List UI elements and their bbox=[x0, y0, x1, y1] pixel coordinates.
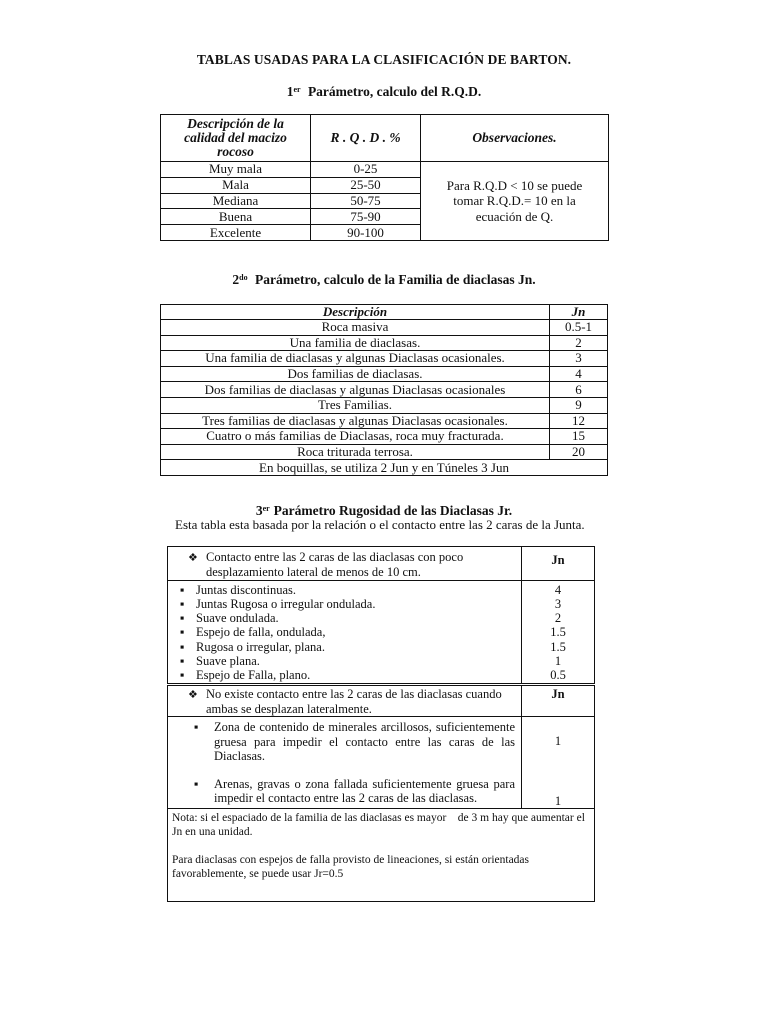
list-item bbox=[174, 668, 521, 682]
rqd-header-rqd: R . Q . D . % bbox=[311, 115, 421, 162]
jr-note-cell bbox=[168, 808, 595, 901]
rqd-header-description: Descripción de la calidad del macizo rocoso bbox=[161, 115, 311, 162]
list-item bbox=[174, 720, 521, 763]
list-item-value: 1 bbox=[554, 654, 562, 669]
square-bullet-icon: ▪ bbox=[180, 582, 185, 597]
table-row bbox=[161, 397, 608, 413]
rqd-desc-cell: Muy mala bbox=[161, 162, 311, 178]
table-row bbox=[161, 366, 608, 382]
list-item bbox=[174, 640, 521, 654]
list-item-value: 1 bbox=[554, 734, 562, 749]
jr-group-1-jn-label: Jn bbox=[522, 547, 595, 581]
jn-table bbox=[160, 304, 608, 476]
jn-desc-cell: Tres Familias. bbox=[161, 397, 550, 413]
rqd-table bbox=[160, 114, 609, 241]
jn-header-description: Descripción bbox=[161, 305, 550, 320]
rqd-observation-cell: Para R.Q.D < 10 se puede tomar R.Q.D.= 10 en la ecuación de Q. bbox=[421, 162, 609, 241]
square-bullet-icon: ▪ bbox=[180, 668, 185, 683]
jr-group-2-header-text: No existe contacto entre las 2 caras de las diaclasas cuando ambas se desplazan lateralmente. bbox=[206, 686, 502, 716]
jn-value-cell: 9 bbox=[550, 397, 608, 413]
section-2-heading-text: Parámetro, calculo de la Familia de diaclasas Jn. bbox=[254, 272, 536, 287]
list-item-value: 1.5 bbox=[550, 625, 566, 640]
jr-group-1-header-row bbox=[168, 547, 595, 581]
table-row bbox=[161, 351, 608, 367]
list-item-label: Arenas, gravas o zona fallada suficientemente gruesa para impedir el contacto entre las 2 caras de las diaclasas. bbox=[214, 777, 515, 806]
table-row bbox=[161, 429, 608, 445]
list-item bbox=[174, 654, 521, 668]
jn-value-cell: 2 bbox=[550, 335, 608, 351]
rqd-value-cell: 25-50 bbox=[311, 177, 421, 193]
jn-value-cell: 12 bbox=[550, 413, 608, 429]
section-1-heading-text: Parámetro, calculo del R.Q.D. bbox=[307, 84, 482, 99]
jr-group-2-items-row bbox=[168, 717, 595, 809]
jn-value-cell: 6 bbox=[550, 382, 608, 398]
list-item-label: Zona de contenido de minerales arcillosos, suficientemente gruesa para impedir el contacto entre las caras de las Diaclasas. bbox=[214, 720, 515, 763]
list-item-value: 0.5 bbox=[550, 668, 566, 683]
list-item-label: Suave plana. bbox=[196, 654, 260, 669]
rqd-value-cell: 50-75 bbox=[311, 193, 421, 209]
jn-value-cell: 20 bbox=[550, 444, 608, 460]
jr-table bbox=[167, 546, 595, 902]
rqd-desc-cell: Mala bbox=[161, 177, 311, 193]
section-3-heading-text: Parámetro Rugosidad de las Diaclasas Jr. bbox=[273, 503, 513, 518]
square-bullet-icon: ▪ bbox=[194, 720, 199, 735]
jn-desc-cell: Dos familias de diaclasas y algunas Diaclasas ocasionales bbox=[161, 382, 550, 398]
jr-group-1-header-text: Contacto entre las 2 caras de las diaclasas con poco desplazamiento lateral de menos de 10 cm. bbox=[206, 550, 464, 580]
table-row bbox=[161, 335, 608, 351]
rqd-table-header-row bbox=[161, 115, 609, 162]
list-item bbox=[174, 597, 521, 611]
section-1-heading bbox=[0, 84, 768, 100]
jn-desc-cell: Tres familias de diaclasas y algunas Diaclasas ocasionales. bbox=[161, 413, 550, 429]
section-2-heading bbox=[0, 272, 768, 288]
table-row bbox=[161, 162, 609, 178]
section-2-ordinal-sup: do bbox=[239, 273, 248, 282]
list-item-label: Juntas Rugosa o irregular ondulada. bbox=[196, 596, 376, 611]
square-bullet-icon: ▪ bbox=[180, 596, 185, 611]
jn-desc-cell: Roca masiva bbox=[161, 320, 550, 336]
list-item-label: Rugosa o irregular, plana. bbox=[196, 639, 325, 654]
list-item-value: 3 bbox=[554, 596, 562, 611]
rqd-value-cell: 75-90 bbox=[311, 209, 421, 225]
rqd-desc-cell: Buena bbox=[161, 209, 311, 225]
jn-desc-cell: Una familia de diaclasas. bbox=[161, 335, 550, 351]
jn-desc-cell: Roca triturada terrosa. bbox=[161, 444, 550, 460]
page-title: TABLAS USADAS PARA LA CLASIFICACIÓN DE BARTON. bbox=[196, 52, 572, 67]
list-item bbox=[174, 583, 521, 597]
section-2-ordinal: 2 bbox=[232, 272, 240, 287]
list-item-value: 1 bbox=[554, 793, 562, 808]
list-item bbox=[174, 611, 521, 625]
list-item-label: Juntas discontinuas. bbox=[196, 582, 296, 597]
table-row bbox=[161, 460, 608, 476]
jn-value-cell: 4 bbox=[550, 366, 608, 382]
list-item bbox=[174, 625, 521, 639]
jr-group-2-header bbox=[168, 684, 522, 717]
diamond-bullet-icon: ❖ bbox=[188, 688, 198, 701]
square-bullet-icon: ▪ bbox=[180, 639, 185, 654]
list-item bbox=[174, 777, 521, 806]
diamond-bullet-icon: ❖ bbox=[188, 552, 198, 564]
table-row bbox=[161, 320, 608, 336]
section-1-ordinal: 1 bbox=[286, 84, 294, 99]
jr-group-2-list bbox=[168, 717, 522, 809]
jr-group-1-values bbox=[522, 580, 595, 684]
rqd-desc-cell: Excelente bbox=[161, 225, 311, 241]
rqd-desc-cell: Mediana bbox=[161, 193, 311, 209]
section-3-intro: Esta tabla esta basada por la relación o el contacto entre las 2 caras de la Junta. bbox=[175, 517, 585, 532]
jn-value-cell: 0.5-1 bbox=[550, 320, 608, 336]
rqd-header-observations: Observaciones. bbox=[421, 115, 609, 162]
square-bullet-icon: ▪ bbox=[194, 777, 199, 792]
jr-note-2: Para diaclasas con espejos de falla provisto de lineaciones, si están orientadas favorablemente, se puede usar Jr=0.5 bbox=[172, 853, 530, 880]
jn-footer-cell: En boquillas, se utiliza 2 Jun y en Túneles 3 Jun bbox=[161, 460, 608, 476]
section-3-ordinal: 3 bbox=[255, 503, 263, 518]
jr-group-1-list bbox=[168, 580, 522, 684]
list-item-label: Espejo de Falla, plano. bbox=[196, 668, 311, 683]
jr-note-row bbox=[168, 808, 595, 901]
section-3-ordinal-sup: er bbox=[262, 504, 270, 513]
square-bullet-icon: ▪ bbox=[180, 625, 185, 640]
table-row bbox=[161, 382, 608, 398]
list-item-label: Suave ondulada. bbox=[196, 611, 279, 626]
jn-desc-cell: Cuatro o más familias de Diaclasas, roca muy fracturada. bbox=[161, 429, 550, 445]
square-bullet-icon: ▪ bbox=[180, 611, 185, 626]
jr-group-1-items-row bbox=[168, 580, 595, 684]
jn-value-cell: 3 bbox=[550, 351, 608, 367]
jn-table-header-row bbox=[161, 305, 608, 320]
list-item-value: 2 bbox=[554, 611, 562, 626]
jn-header-jn: Jn bbox=[550, 305, 608, 320]
jn-value-cell: 15 bbox=[550, 429, 608, 445]
jn-desc-cell: Dos familias de diaclasas. bbox=[161, 366, 550, 382]
list-item-value: 1.5 bbox=[550, 639, 566, 654]
jr-group-2-jn-label: Jn bbox=[522, 684, 595, 717]
jr-note-1: Nota: si el espaciado de la familia de las diaclasas es mayor de 3 m hay que aumentar el Jn en una unidad. bbox=[172, 811, 588, 838]
jn-desc-cell: Una familia de diaclasas y algunas Diaclasas ocasionales. bbox=[161, 351, 550, 367]
jr-group-2-header-row bbox=[168, 684, 595, 717]
table-row bbox=[161, 444, 608, 460]
jr-group-1-header bbox=[168, 547, 522, 581]
list-item-value: 4 bbox=[554, 582, 562, 597]
jr-group-2-values bbox=[522, 717, 595, 809]
list-item-label: Espejo de falla, ondulada, bbox=[196, 625, 326, 640]
rqd-value-cell: 90-100 bbox=[311, 225, 421, 241]
table-row bbox=[161, 413, 608, 429]
section-1-ordinal-sup: er bbox=[293, 85, 301, 94]
rqd-value-cell: 0-25 bbox=[311, 162, 421, 178]
square-bullet-icon: ▪ bbox=[180, 654, 185, 669]
